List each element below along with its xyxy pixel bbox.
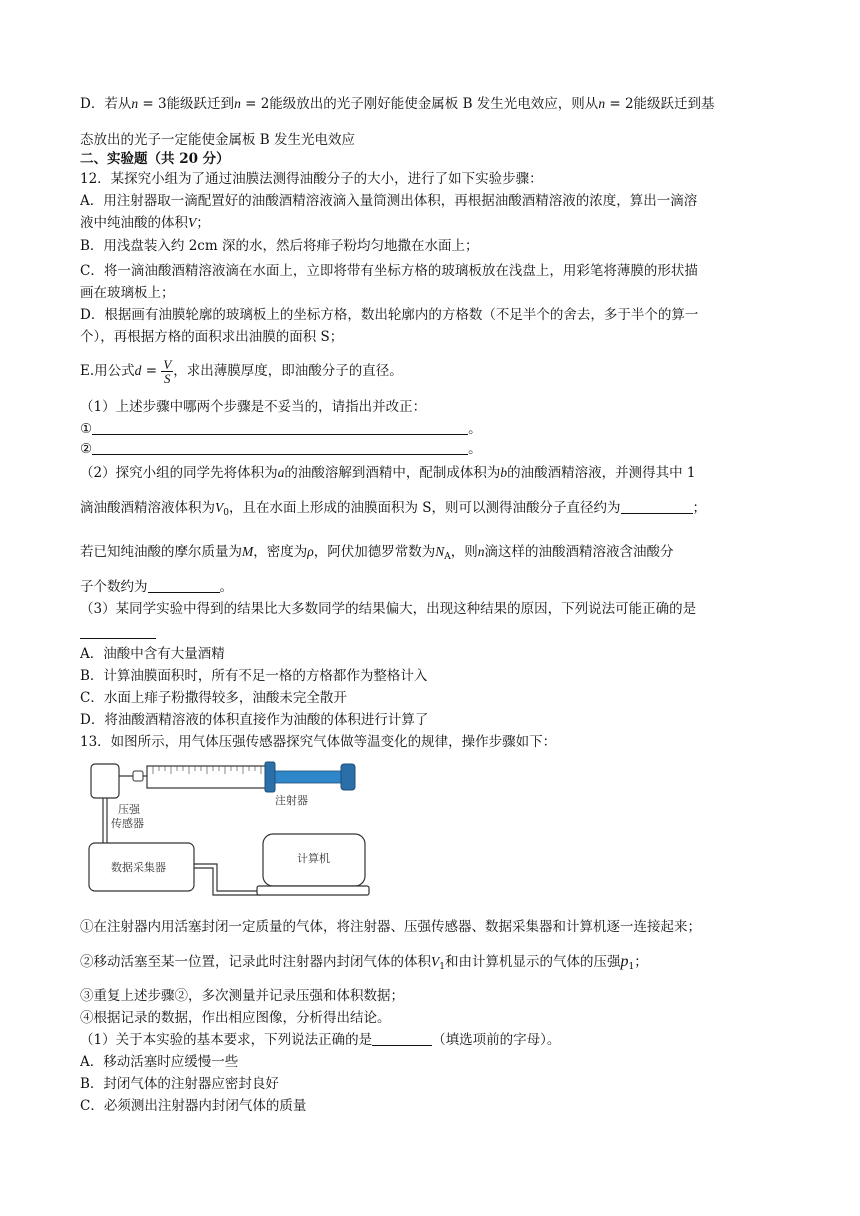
q12-step-c-line1: C．将一滴油酸酒精溶液滴在水面上，立即将带有坐标方格的玻璃板放在浅盘上，用彩笔将薄膜的形状描 (80, 263, 698, 279)
q11-d-text: 能级放出的光子刚好能使金属板 B 发生光电效应，则从 (269, 96, 599, 112)
text: 的油酸酒精溶液，并测得其中 1 (507, 465, 696, 481)
q12-intro: 12．某探究小组为了通过油膜法测得油酸分子的大小，进行了如下实验步骤： (80, 171, 543, 187)
text: （1）关于本实验的基本要求，下列说法正确的是 (80, 1032, 373, 1048)
answer-blank[interactable] (92, 421, 468, 435)
q12-step-c-line2: 画在玻璃板上； (80, 285, 175, 301)
q12-option-c: C．水面上痱子粉撒得较多，油酸未完全散开 (80, 690, 347, 706)
var-m: M (242, 544, 254, 559)
text: 若已知纯油酸的摩尔质量为 (80, 544, 242, 560)
label-sensor: 传感器 (111, 817, 144, 830)
plunger-rod (275, 771, 343, 783)
answer-blank[interactable] (621, 500, 693, 514)
q11-d-text: 能级跃迁到基 (633, 96, 715, 112)
var-v: V (188, 215, 197, 230)
q12-part2-line2 (80, 499, 706, 522)
text: ，阿伏加德罗常数为 (313, 544, 436, 560)
var-n: n (234, 96, 241, 111)
pressure-sensor-box (91, 764, 119, 798)
q12-part1-answer-1 (80, 420, 482, 438)
q13-option-b: B．封闭气体的注射器应密封良好 (80, 1076, 279, 1092)
q12-part2-line4 (80, 578, 233, 596)
experiment-diagram (85, 758, 375, 898)
answer-blank[interactable] (80, 625, 156, 639)
eq-value: = 3 (138, 96, 167, 112)
text: ； (692, 500, 707, 516)
subscript: A (444, 552, 451, 562)
q12-part1-answer-2 (80, 440, 482, 458)
var-p1: p (620, 953, 629, 970)
var-v1: V (431, 954, 440, 969)
q12-option-b: B．计算油膜面积时，所有不足一格的方格都作为整格计入 (80, 668, 428, 684)
q12-part3: （3）某同学实验中得到的结果比大多数同学的结果偏大，出现这种结果的原因，下列说法可能正确的是 (80, 601, 697, 617)
q12-option-d: D．将油酸酒精溶液的体积直接作为油酸的体积进行计算了 (80, 712, 429, 728)
text: （填选项前的字母）。 (432, 1032, 561, 1048)
var-b: b (500, 465, 508, 480)
q13-step1: ①在注射器内用活塞封闭一定质量的气体，将注射器、压强传感器、数据采集器和计算机逐一连接起来； (80, 919, 701, 935)
var-v0: V (215, 500, 224, 515)
circle-number: ② (80, 441, 93, 457)
q12-step-d-line1: D．根据画有油膜轮廓的玻璃板上的坐标方格，数出轮廓内的方格数（不足半个的舍去，多于半个的算一 (80, 307, 699, 323)
q13-option-a: A．移动活塞时应缓慢一些 (80, 1054, 239, 1070)
q11-option-d-line2: 态放出的光子一定能使金属板 B 发生光电效应 (80, 132, 356, 148)
label-computer: 计算机 (297, 852, 330, 865)
connector-joint (133, 771, 143, 781)
fraction-numerator: V (163, 357, 172, 372)
text: 。 (468, 441, 482, 457)
var-n: n (598, 96, 606, 111)
q12-step-b: B．用浅盘装入约 2cm 深的水，然后将痱子粉均匀地撒在水面上； (80, 238, 479, 254)
q12-part2-line1 (80, 464, 695, 482)
text: 滴油酸酒精溶液体积为 (80, 500, 215, 516)
text: 。 (468, 421, 482, 437)
formula-fraction (161, 358, 173, 385)
fraction-denominator: S (164, 371, 171, 386)
answer-blank[interactable] (372, 1032, 432, 1046)
text: 的油酸溶解到酒精中，配制成体积为 (284, 465, 501, 481)
q12-part2-line3 (80, 543, 674, 566)
text: E.用公式 (80, 363, 135, 379)
section-title: 二、实验题（共 20 分） (80, 151, 230, 167)
var-a: a (277, 465, 285, 480)
subscript: 1 (439, 962, 445, 972)
var-rho: ρ (307, 544, 314, 559)
var-n: n (131, 96, 139, 111)
q12-option-a: A．油酸中含有大量酒精 (80, 646, 225, 662)
q12-step-a-line2 (80, 214, 210, 232)
plunger-handle (341, 764, 355, 790)
text: ； (634, 954, 648, 970)
var-n: n (477, 544, 485, 559)
q11-option-d-line1 (80, 95, 715, 113)
label-syringe: 注射器 (275, 794, 308, 807)
text: ，且在水面上形成的油膜面积为 S，则可以测得油酸分子直径约为 (228, 500, 621, 516)
subscript: 1 (628, 962, 635, 972)
text: ； (196, 215, 210, 231)
q13-option-c: C．必须测出注射器内封闭气体的质量 (80, 1098, 307, 1114)
text: ，密度为 (253, 544, 308, 560)
text: 和由计算机显示的气体的压强 (444, 954, 621, 970)
q12-part1: （1）上述步骤中哪两个步骤是不妥当的，请指出并改正： (80, 399, 427, 415)
q13-part1 (80, 1031, 560, 1049)
text: = (141, 363, 162, 379)
q13-intro: 13．如图所示，用气体压强传感器探究气体做等温变化的规律，操作步骤如下： (80, 734, 557, 750)
plunger-head (265, 762, 275, 792)
computer-base (257, 886, 369, 895)
text: （2）探究小组的同学先将体积为 (80, 465, 278, 481)
var-na: N (435, 544, 445, 559)
text: ②移动活塞至某一位置，记录此时注射器内封闭气体的体积 (80, 954, 431, 970)
q11-d-text: 能级跃迁到 (166, 96, 235, 112)
eq-value: = 2 (605, 96, 634, 112)
text: 。 (219, 579, 233, 595)
label-collector: 数据采集器 (111, 861, 166, 874)
label-pressure: 压强 (118, 803, 140, 816)
text: 滴这样的油酸酒精溶液含油酸分 (484, 544, 674, 560)
text: ，求出薄膜厚度，即油酸分子的直径。 (173, 363, 403, 379)
circle-number: ① (80, 421, 93, 437)
q12-part3-answer (80, 624, 156, 642)
text: 子个数约为 (80, 579, 148, 595)
var-d: d (134, 363, 142, 378)
q12-step-a-line1: A．用注射器取一滴配置好的油酸酒精溶液滴入量筒测出体积，再根据油酸酒精溶液的浓度，算出一滴溶 (80, 193, 698, 209)
q13-step4: ④根据记录的数据，作出相应图像，分析得出结论。 (80, 1010, 391, 1026)
q13-step3: ③重复上述步骤②，多次测量并记录压强和体积数据； (80, 988, 404, 1004)
q12-step-e (80, 358, 403, 385)
q13-step2 (80, 953, 648, 976)
text: 液中纯油酸的体积 (80, 215, 188, 231)
answer-blank[interactable] (92, 441, 468, 455)
q11-d-text: D．若从 (80, 96, 132, 112)
q12-step-d-line2: 个），再根据方格的面积求出油膜的面积 S； (80, 329, 344, 345)
eq-value: = 2 (240, 96, 270, 112)
subscript: 0 (223, 508, 229, 518)
text: ，则 (450, 544, 478, 560)
answer-blank[interactable] (148, 579, 220, 593)
